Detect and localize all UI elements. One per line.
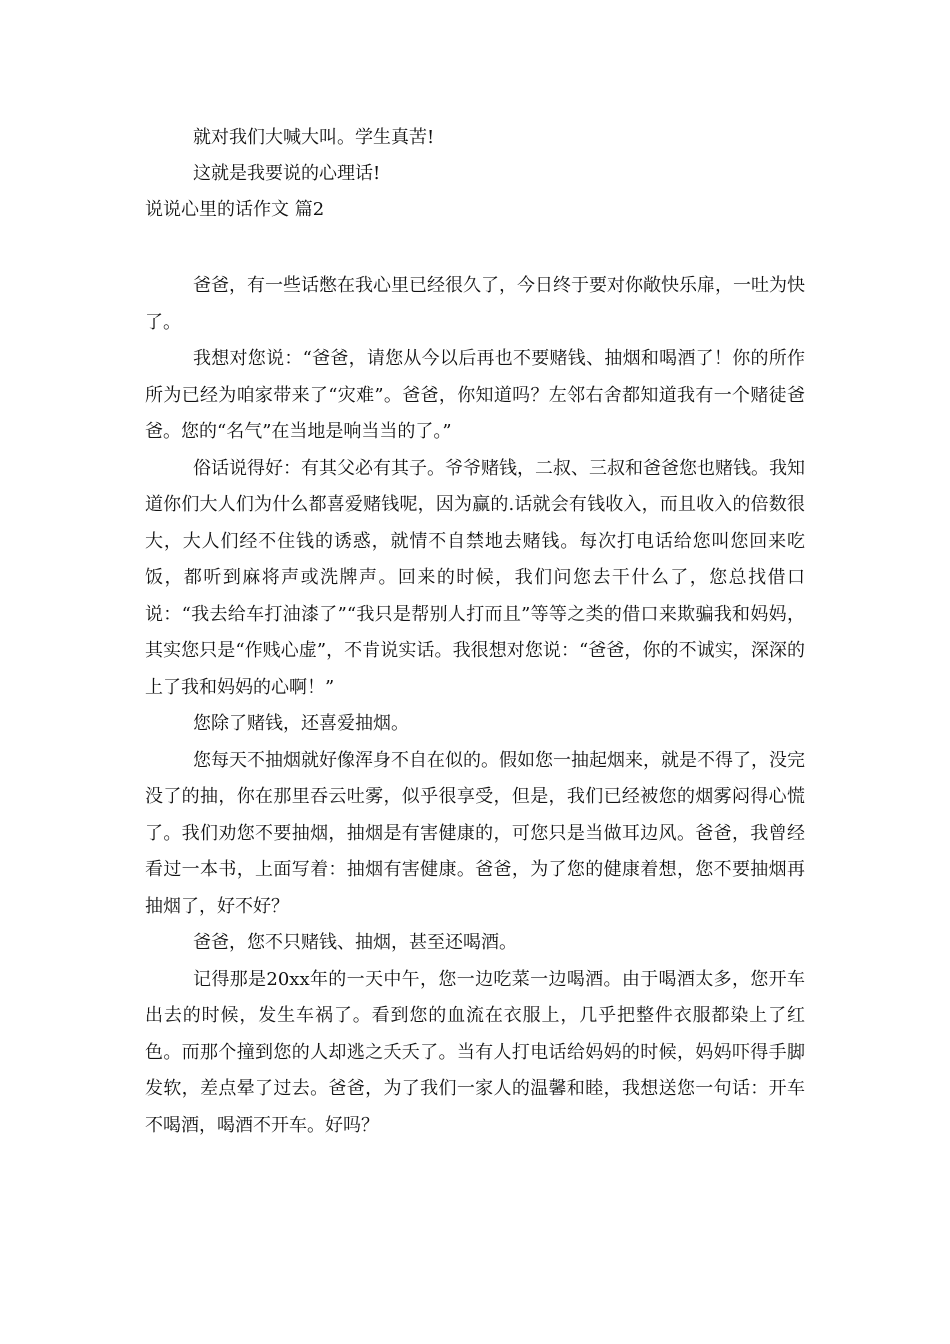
section-heading: 说说心里的话作文 篇2 [145,199,325,220]
paragraph: 记得那是20xx年的一天中午，您一边吃菜一边喝酒。由于喝酒太多，您开车出去的时候，发生车祸了。看到您的血流在衣服上，几乎把整件衣服都染上了红色。而那个撞到您的人却逃之夭夭了。当有人打电话给妈妈的时候，妈妈吓得手脚发软，差点晕了过去。爸爸，为了我们一家人的温馨和睦，我想送您一句话：开车不喝酒，喝酒不开车。好吗？ [145,968,805,1136]
paragraph: 爸爸，有一些话憋在我心里已经很久了，今日终于要对你敞快乐扉，一吐为快了。 [145,275,805,333]
intro-line: 这就是我要说的心理话! [193,163,381,184]
paragraph: 我想对您说：“爸爸，请您从今以后再也不要赌钱、抽烟和喝酒了！你的所作所为已经为咱家带来了“灾难”。爸爸，你知道吗？左邻右舍都知道我有一个赌徒爸爸。您的“名气”在当地是响当当的了。” [145,348,805,442]
intro-line: 就对我们大喊大叫。学生真苦! [193,127,435,148]
paragraph: 您除了赌钱，还喜爱抽烟。 [193,713,409,734]
paragraph: 俗话说得好：有其父必有其子。爷爷赌钱，二叔、三叔和爸爸您也赌钱。我知道你们大人们为什么都喜爱赌钱呢，因为赢的.话就会有钱收入，而且收入的倍数很大，大人们经不住钱的诱惑，就情不自禁地去赌钱。每次打电话给您叫您回来吃饭，都听到麻将声或洗牌声。回来的时候，我们问您去干什么了，您总找借口说：“我去给车打油漆了”“我只是帮别人打而且”等等之类的借口来欺骗我和妈妈，其实您只是“作贱心虚”，不肯说实话。我很想对您说：“爸爸，你的不诚实，深深的上了我和妈妈的心啊！” [145,457,805,698]
spacer [145,228,805,268]
paragraph: 爸爸，您不只赌钱、抽烟，甚至还喝酒。 [193,932,517,953]
document-body [145,120,805,1144]
paragraph: 您每天不抽烟就好像浑身不自在似的。假如您一抽起烟来，就是不得了，没完没了的抽，你在那里吞云吐雾，似乎很享受，但是，我们已经被您的烟雾闷得心慌了。我们劝您不要抽烟，抽烟是有害健康的，可您只是当做耳边风。爸爸，我曾经看过一本书，上面写着：抽烟有害健康。爸爸，为了您的健康着想，您不要抽烟再抽烟了，好不好？ [145,749,805,917]
